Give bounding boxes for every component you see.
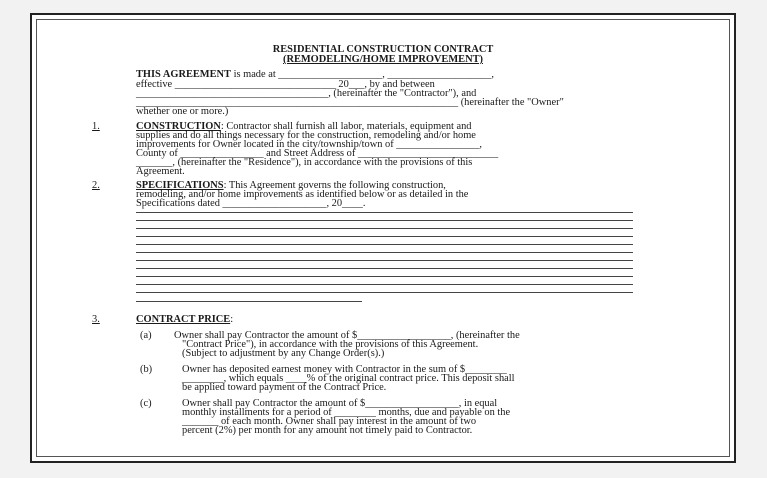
clause-c-label: (c) xyxy=(140,398,152,409)
spec-fill-line xyxy=(136,260,633,261)
section-1-line-5: _______, (hereinafter the "Residence"), in accordance with the provisions of this xyxy=(136,157,473,168)
clause-c-line-3: _______ of each month. Owner shall pay interest in the amount of two xyxy=(182,416,477,427)
clause-a-line-3: (Subject to adjustment by any Change Order(s).) xyxy=(182,348,385,359)
section-2-heading: SPECIFICATIONS xyxy=(136,180,224,191)
section-3-colon: : xyxy=(230,314,234,325)
section-1-line-6: Agreement. xyxy=(136,166,185,177)
section-2-text-1: : This Agreement governs the following construction, xyxy=(223,180,446,191)
section-1-number: 1. xyxy=(92,121,100,132)
section-1-heading: CONSTRUCTION xyxy=(136,121,221,132)
clause-c-line-2: monthly installments for a period of ________ months, due and payable on the xyxy=(182,407,511,418)
section-2-number: 2. xyxy=(92,180,100,191)
section-1-line-4: County of ________________ and Street Address of ___________________________ xyxy=(136,148,499,159)
spec-fill-line xyxy=(136,284,633,285)
spec-fill-line xyxy=(136,276,633,277)
section-1-line-3: improvements for Owner located in the city/township/town of ________________, xyxy=(136,139,483,150)
contract-subtitle: (REMODELING/HOME IMPROVEMENT) xyxy=(282,54,483,65)
spec-fill-line xyxy=(136,268,633,269)
intro-line-5: whether one or more.) xyxy=(136,106,229,117)
clause-c-line-4: percent (2%) per month for any amount not timely paid to Contractor. xyxy=(182,425,473,436)
section-1-text-1: : Contractor shall furnish all labor, materials, equipment and xyxy=(220,121,472,132)
clause-b-line-1: Owner has deposited earnest money with Contractor in the sum of $________ xyxy=(182,364,507,375)
intro-line-4: ______________________________________________________________ (hereinafter the "Owner" xyxy=(136,97,564,108)
clause-a-label: (a) xyxy=(140,330,152,341)
spec-fill-line xyxy=(136,252,633,253)
intro-line-3: _____________________________________, (hereinafter the "Contractor"), and xyxy=(136,88,477,99)
clause-b-line-2: ________, which equals ____% of the original contract price. This deposit shall xyxy=(182,373,515,384)
section-3-number: 3. xyxy=(92,314,100,325)
document-page xyxy=(30,13,736,463)
section-3-line xyxy=(136,314,233,325)
clause-a-line-2: "Contract Price"), in accordance with the provisions of this Agreement. xyxy=(182,339,479,350)
spec-fill-line xyxy=(136,301,362,302)
section-2-line-2: remodeling, and/or home improvements as identified below or as detailed in the xyxy=(136,189,469,200)
section-3-heading: CONTRACT PRICE xyxy=(136,314,231,325)
spec-fill-line xyxy=(136,244,633,245)
spec-fill-line xyxy=(136,220,633,221)
section-1-line-2: supplies and do all things necessary for the construction, remodeling and/or home xyxy=(136,130,476,141)
section-2-line-3: Specifications dated ____________________, 20____. xyxy=(136,198,366,209)
clause-c-line-1: Owner shall pay Contractor the amount of $__________________, in equal xyxy=(182,398,498,409)
clause-b-label: (b) xyxy=(140,364,153,375)
intro-line-2: effective _______________________________ 20___, by and between xyxy=(136,79,435,90)
contract-title: RESIDENTIAL CONSTRUCTION CONTRACT xyxy=(272,44,494,55)
spec-fill-line xyxy=(136,236,633,237)
clause-b-line-3: be applied toward payment of the Contract Price. xyxy=(182,382,387,393)
intro-lead: THIS AGREEMENT xyxy=(136,69,231,80)
spec-fill-line xyxy=(136,212,633,213)
spec-fill-line xyxy=(136,228,633,229)
intro-text-1: is made at ____________________, ____________________, xyxy=(230,69,494,80)
spec-fill-line xyxy=(136,292,633,293)
clause-a-line-1: Owner shall pay Contractor the amount of $__________________, (hereinafter the xyxy=(174,330,520,341)
